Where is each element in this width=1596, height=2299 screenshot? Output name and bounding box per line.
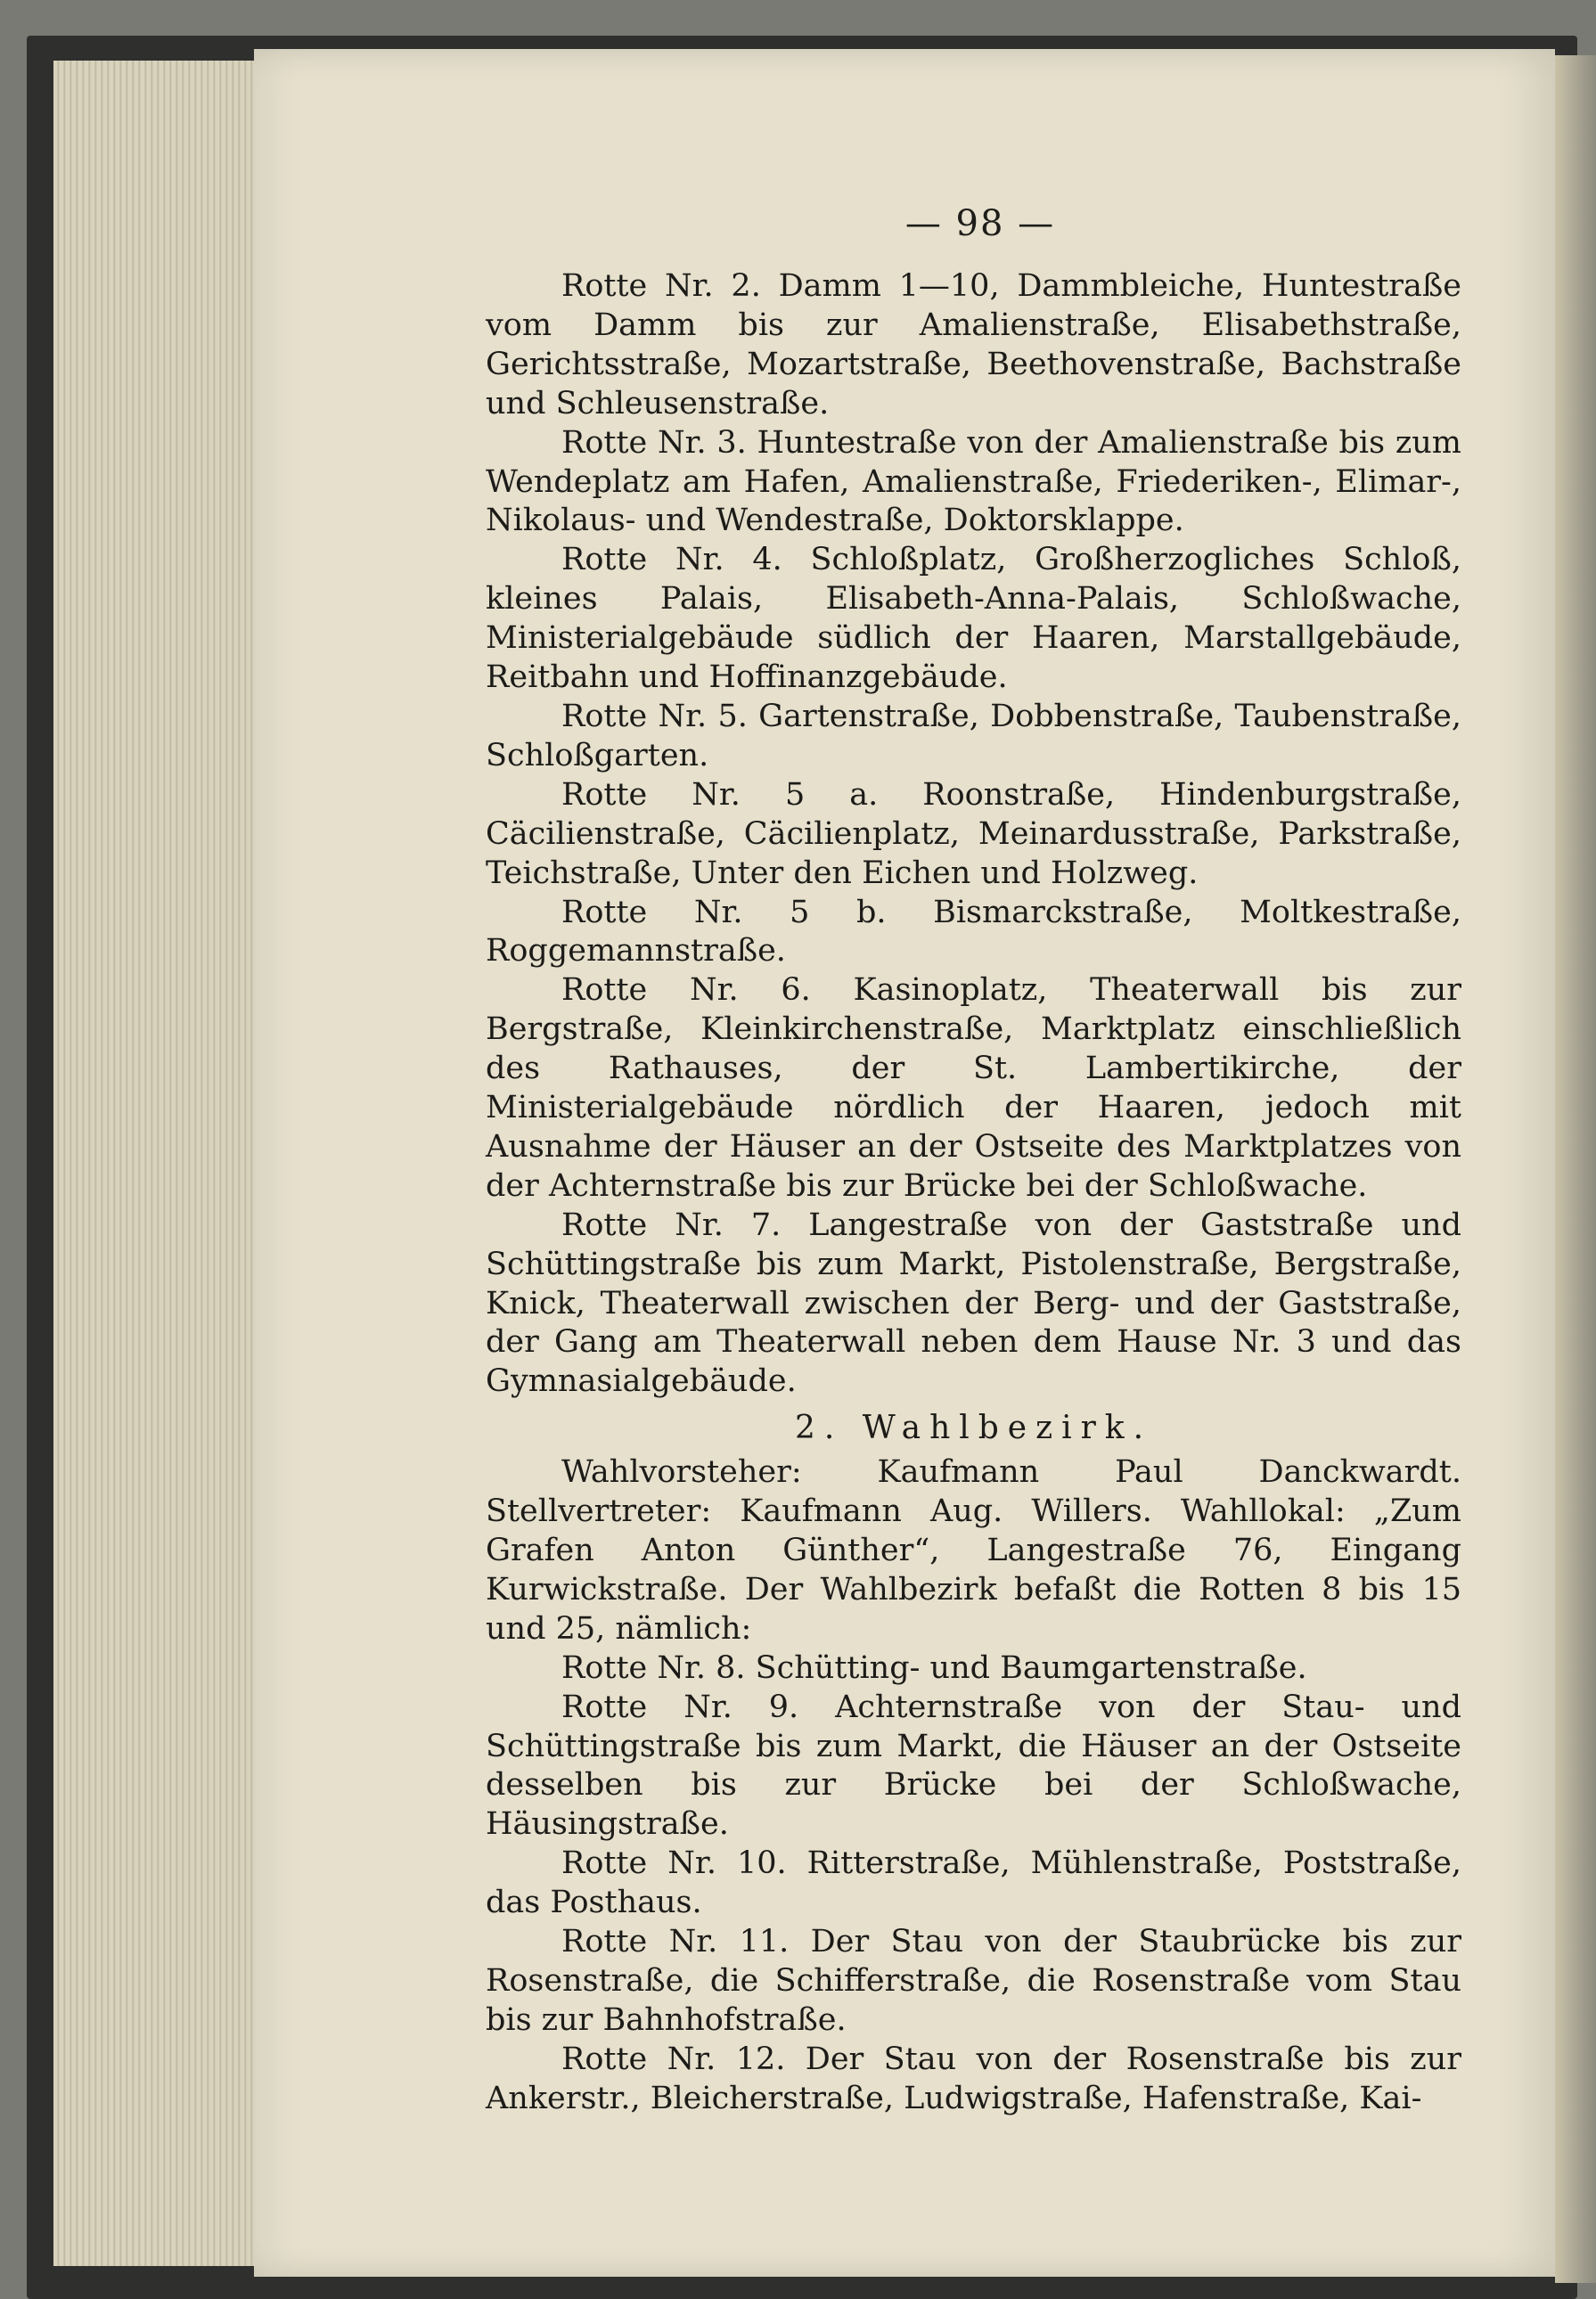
- page-number: — 98 —: [904, 203, 1056, 244]
- section-heading: 2. Wahlbezirk.: [794, 1410, 1153, 1447]
- paragraph-rotte-10: Rotte Nr. 10. Ritterstraße, Mühlenstraße, Poststraße, das Posthaus.: [486, 1845, 1461, 1921]
- paragraph-rotte-12: Rotte Nr. 12. Der Stau von der Rosenstraße bis zur Ankerstr., Bleicherstraße, Ludwigstraße, Hafenstraße, Kai-: [486, 2041, 1461, 2116]
- page-edges: [53, 61, 258, 2266]
- paragraph-rotte-8: Rotte Nr. 8. Schütting- und Baumgartenstraße.: [561, 1649, 1307, 1686]
- page-text: [486, 267, 1461, 2119]
- paragraph-rotte-2: Rotte Nr. 2. Damm 1—10, Dammbleiche, Huntestraße vom Damm bis zur Amalienstraße, Elisabethstraße, Gerichtsstraße, Mozartstraße, Beethovenstraße, Bachstraße und Schleusenstraße.: [486, 268, 1461, 421]
- paragraph-rotte-6: Rotte Nr. 6. Kasinoplatz, Theaterwall bis zur Bergstraße, Kleinkirchenstraße, Marktplatz einschließlich des Rathauses, der St. Lambertikirche, der Ministerialgebäude nördlich der Haaren, jedoch mit Ausnahme der Häuser an der Ostseite des Marktplatzes von der Achternstraße bis zur Brücke bei der Schloßwache.: [486, 972, 1461, 1204]
- facing-page-edge: [1555, 55, 1596, 2283]
- paragraph-rotte-5b: Rotte Nr. 5 b. Bismarckstraße, Moltkestraße, Roggemannstraße.: [486, 894, 1461, 970]
- paragraph-rotte-4: Rotte Nr. 4. Schloßplatz, Großherzogliches Schloß, kleines Palais, Elisabeth-Anna-Palais, Schloßwache, Ministerialgebäude südlich der Haaren, Marstallgebäude, Reitbahn und Hoffinanzgebäude.: [486, 542, 1461, 696]
- paragraph-rotte-9: Rotte Nr. 9. Achternstraße von der Stau- und Schüttingstraße bis zum Markt, die Häuser an der Ostseite desselben bis zur Brücke bei der Schloßwache, Häusingstraße.: [486, 1689, 1461, 1843]
- paragraph-rotte-11: Rotte Nr. 11. Der Stau von der Staubrücke bis zur Rosenstraße, die Schifferstraße, die Rosenstraße vom Stau bis zur Bahnhofstraße.: [486, 1924, 1461, 2038]
- paragraph-rotte-5: Rotte Nr. 5. Gartenstraße, Dobbenstraße, Taubenstraße, Schloßgarten.: [486, 698, 1461, 773]
- paragraph-rotte-3: Rotte Nr. 3. Huntestraße von der Amalienstraße bis zum Wendeplatz am Hafen, Amalienstraße, Friederiken-, Elimar-, Nikolaus- und Wendestraße, Doktorsklappe.: [486, 424, 1461, 539]
- paragraph-wahlvorsteher: Wahlvorsteher: Kaufmann Paul Danckwardt. Stellvertreter: Kaufmann Aug. Willers. Wahllokal: „Zum Grafen Anton Günther“, Langestraße 76, Eingang Kurwickstraße. Der Wahlbezirk befaßt die Rotten 8 bis 15 und 25, nämlich:: [486, 1454, 1461, 1647]
- paragraph-rotte-5a: Rotte Nr. 5 a. Roonstraße, Hindenburgstraße, Cäcilienstraße, Cäcilienplatz, Meinardusstraße, Parkstraße, Teichstraße, Unter den Eichen und Holzweg.: [486, 776, 1461, 891]
- paragraph-rotte-7: Rotte Nr. 7. Langestraße von der Gaststraße und Schüttingstraße bis zum Markt, Pistolenstraße, Bergstraße, Knick, Theaterwall zwischen der Berg- und der Gaststraße, der Gang am Theaterwall neben dem Hause Nr. 3 und das Gymnasialgebäude.: [486, 1207, 1461, 1400]
